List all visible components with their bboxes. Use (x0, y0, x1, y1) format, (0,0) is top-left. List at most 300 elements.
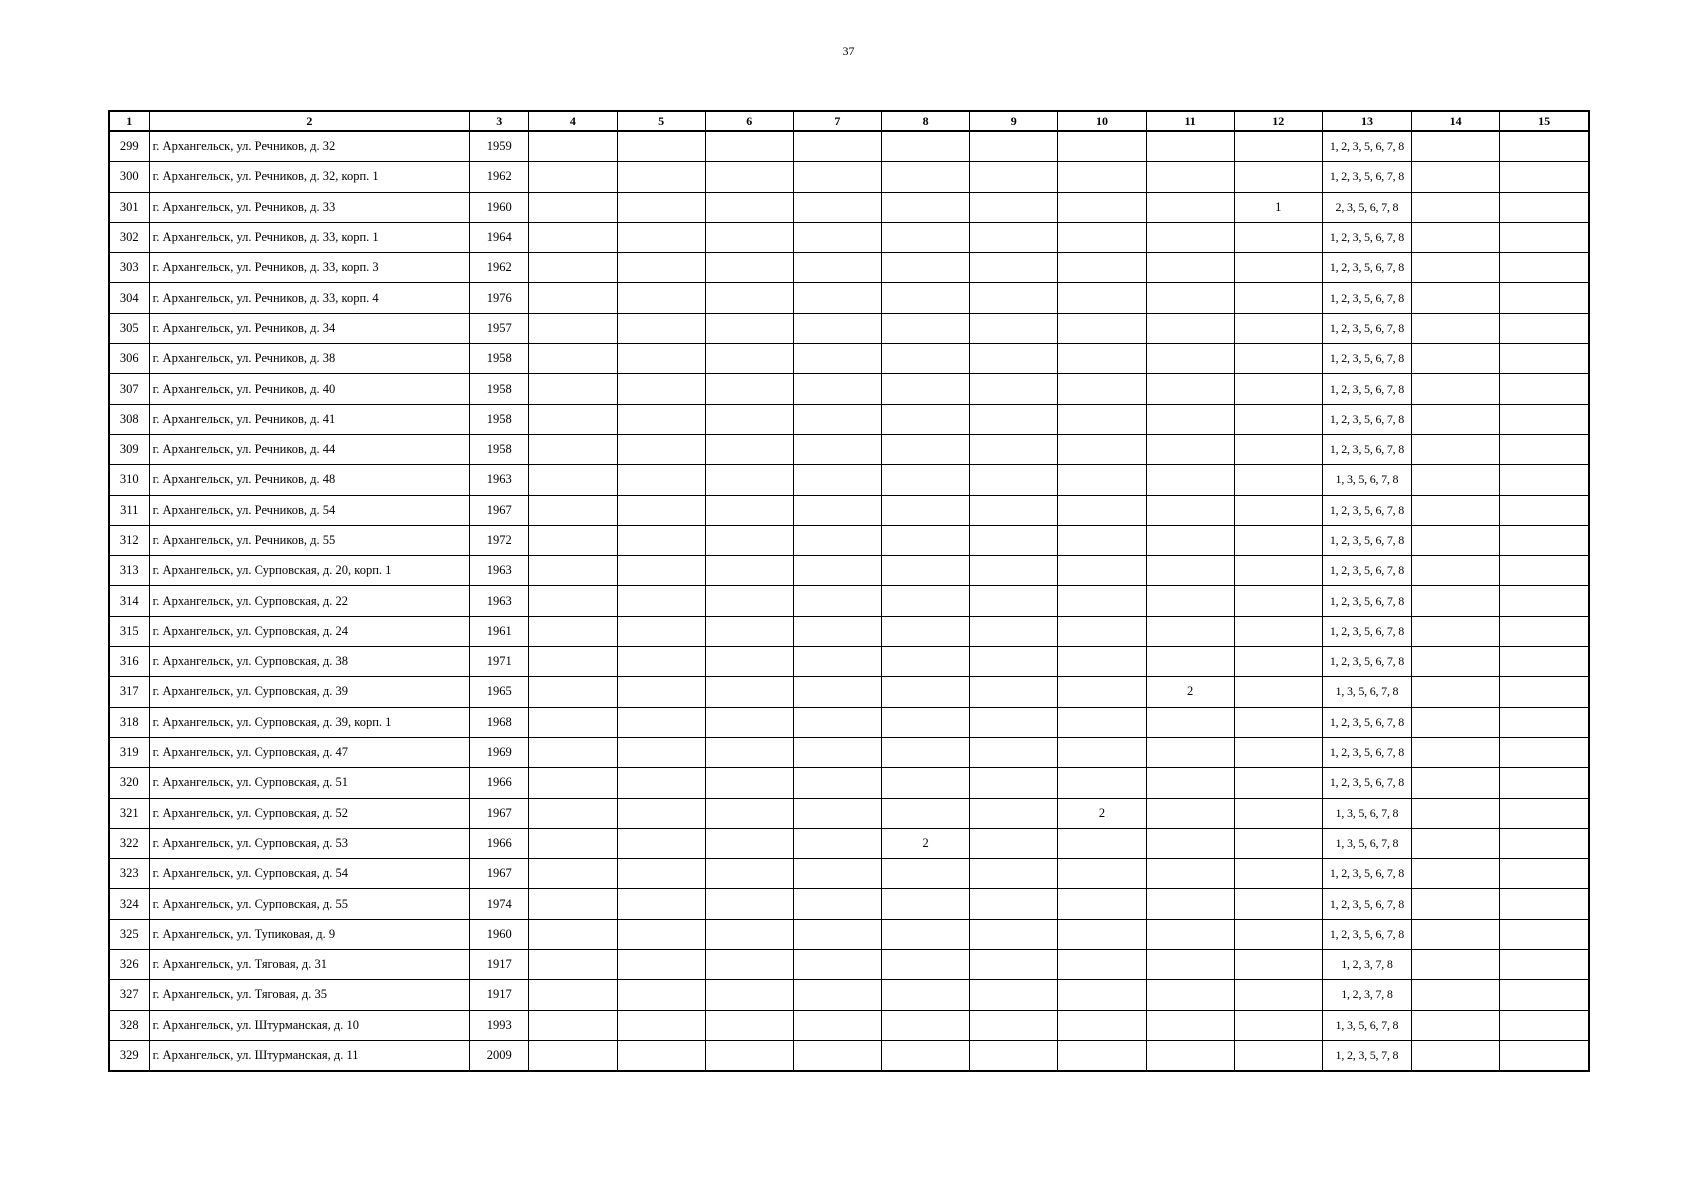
table-cell-col-8 (882, 707, 970, 737)
table-cell-col-13: 1, 2, 3, 5, 7, 8 (1322, 1040, 1411, 1071)
table-cell-col-4 (529, 828, 617, 858)
table-cell-col-3: 1959 (470, 131, 529, 162)
table-cell-col-6 (705, 889, 793, 919)
table-cell-col-6 (705, 253, 793, 283)
table-cell-col-15 (1500, 980, 1589, 1010)
table-cell-col-13: 1, 2, 3, 5, 6, 7, 8 (1322, 707, 1411, 737)
table-cell-col-1: 309 (109, 434, 149, 464)
table-cell-col-6 (705, 1040, 793, 1071)
table-cell-col-8 (882, 253, 970, 283)
table-cell-col-12 (1234, 556, 1322, 586)
table-cell-col-2: г. Архангельск, ул. Тяговая, д. 31 (149, 950, 470, 980)
column-header-11: 11 (1146, 111, 1234, 131)
table-cell-col-6 (705, 313, 793, 343)
table-cell-col-4 (529, 980, 617, 1010)
table-cell-col-3: 2009 (470, 1040, 529, 1071)
table-cell-col-9 (970, 647, 1058, 677)
table-cell-col-9 (970, 586, 1058, 616)
table-cell-col-1: 304 (109, 283, 149, 313)
table-cell-col-4 (529, 768, 617, 798)
table-cell-col-7 (793, 859, 881, 889)
table-cell-col-14 (1412, 495, 1500, 525)
table-cell-col-14 (1412, 889, 1500, 919)
table-cell-col-10 (1058, 919, 1146, 949)
table-cell-col-15 (1500, 131, 1589, 162)
table-row (109, 131, 1589, 162)
table-cell-col-15 (1500, 434, 1589, 464)
table-cell-col-9 (970, 859, 1058, 889)
table-cell-col-14 (1412, 313, 1500, 343)
table-cell-col-15 (1500, 828, 1589, 858)
table-cell-col-5 (617, 162, 705, 192)
table-cell-col-1: 327 (109, 980, 149, 1010)
table-cell-col-5 (617, 980, 705, 1010)
table-cell-col-9 (970, 434, 1058, 464)
table-row (109, 737, 1589, 767)
table-cell-col-3: 1917 (470, 950, 529, 980)
table-cell-col-1: 323 (109, 859, 149, 889)
table-cell-col-2: г. Архангельск, ул. Речников, д. 44 (149, 434, 470, 464)
table-cell-col-8 (882, 677, 970, 707)
table-cell-col-3: 1963 (470, 556, 529, 586)
table-row (109, 950, 1589, 980)
table-cell-col-7 (793, 677, 881, 707)
table-cell-col-7 (793, 344, 881, 374)
table-cell-col-15 (1500, 737, 1589, 767)
table-cell-col-9 (970, 192, 1058, 222)
table-cell-col-5 (617, 737, 705, 767)
table-row (109, 222, 1589, 252)
table-cell-col-12 (1234, 162, 1322, 192)
table-cell-col-15 (1500, 222, 1589, 252)
table-cell-col-5 (617, 1040, 705, 1071)
table-cell-col-11 (1146, 798, 1234, 828)
table-cell-col-6 (705, 222, 793, 252)
table-cell-col-12 (1234, 737, 1322, 767)
table-cell-col-1: 325 (109, 919, 149, 949)
table-cell-col-11 (1146, 919, 1234, 949)
table-cell-col-14 (1412, 950, 1500, 980)
column-header-15: 15 (1500, 111, 1589, 131)
table-cell-col-15 (1500, 525, 1589, 555)
column-header-5: 5 (617, 111, 705, 131)
table-cell-col-2: г. Архангельск, ул. Тяговая, д. 35 (149, 980, 470, 1010)
table-cell-col-13: 1, 3, 5, 6, 7, 8 (1322, 828, 1411, 858)
table-cell-col-12 (1234, 859, 1322, 889)
table-cell-col-9 (970, 253, 1058, 283)
table-cell-col-3: 1972 (470, 525, 529, 555)
table-cell-col-5 (617, 586, 705, 616)
column-header-4: 4 (529, 111, 617, 131)
table-cell-col-13: 1, 2, 3, 7, 8 (1322, 950, 1411, 980)
table-cell-col-7 (793, 374, 881, 404)
table-cell-col-11 (1146, 253, 1234, 283)
column-header-1: 1 (109, 111, 149, 131)
table-cell-col-3: 1958 (470, 374, 529, 404)
table-cell-col-3: 1962 (470, 253, 529, 283)
table-cell-col-5 (617, 495, 705, 525)
table-cell-col-5 (617, 859, 705, 889)
column-header-9: 9 (970, 111, 1058, 131)
table-cell-col-11 (1146, 1040, 1234, 1071)
table-cell-col-14 (1412, 1010, 1500, 1040)
table-cell-col-11 (1146, 404, 1234, 434)
table-cell-col-7 (793, 283, 881, 313)
table-cell-col-7 (793, 1010, 881, 1040)
table-cell-col-1: 317 (109, 677, 149, 707)
table-cell-col-12 (1234, 313, 1322, 343)
table-cell-col-10 (1058, 283, 1146, 313)
table-cell-col-8 (882, 768, 970, 798)
table-cell-col-6 (705, 1010, 793, 1040)
table-cell-col-11 (1146, 859, 1234, 889)
table-cell-col-7 (793, 192, 881, 222)
table-cell-col-14 (1412, 404, 1500, 434)
table-cell-col-5 (617, 1010, 705, 1040)
table-cell-col-9 (970, 677, 1058, 707)
table-cell-col-14 (1412, 222, 1500, 252)
table-cell-col-2: г. Архангельск, ул. Сурповская, д. 24 (149, 616, 470, 646)
housing-table (108, 110, 1590, 1072)
table-cell-col-1: 305 (109, 313, 149, 343)
table-cell-col-4 (529, 737, 617, 767)
table-row (109, 616, 1589, 646)
table-cell-col-15 (1500, 344, 1589, 374)
table-cell-col-4 (529, 253, 617, 283)
table-cell-col-7 (793, 647, 881, 677)
table-cell-col-14 (1412, 647, 1500, 677)
table-cell-col-13: 1, 2, 3, 5, 6, 7, 8 (1322, 344, 1411, 374)
table-cell-col-15 (1500, 465, 1589, 495)
table-cell-col-4 (529, 495, 617, 525)
table-cell-col-1: 316 (109, 647, 149, 677)
table-cell-col-2: г. Архангельск, ул. Речников, д. 32, корп. 1 (149, 162, 470, 192)
table-cell-col-1: 307 (109, 374, 149, 404)
table-cell-col-2: г. Архангельск, ул. Сурповская, д. 39, корп. 1 (149, 707, 470, 737)
table-cell-col-13: 1, 2, 3, 5, 6, 7, 8 (1322, 434, 1411, 464)
table-cell-col-9 (970, 465, 1058, 495)
table-cell-col-14 (1412, 556, 1500, 586)
table-cell-col-1: 310 (109, 465, 149, 495)
table-cell-col-9 (970, 828, 1058, 858)
table-cell-col-6 (705, 465, 793, 495)
table-cell-col-15 (1500, 556, 1589, 586)
table-cell-col-10 (1058, 768, 1146, 798)
table-cell-col-15 (1500, 889, 1589, 919)
table-cell-col-11 (1146, 283, 1234, 313)
table-cell-col-8 (882, 465, 970, 495)
table-cell-col-15 (1500, 950, 1589, 980)
table-cell-col-2: г. Архангельск, ул. Сурповская, д. 55 (149, 889, 470, 919)
table-cell-col-7 (793, 980, 881, 1010)
table-cell-col-9 (970, 768, 1058, 798)
table-cell-col-9 (970, 1010, 1058, 1040)
table-cell-col-13: 1, 2, 3, 5, 6, 7, 8 (1322, 768, 1411, 798)
column-header-14: 14 (1412, 111, 1500, 131)
table-cell-col-4 (529, 313, 617, 343)
table-cell-col-8 (882, 919, 970, 949)
table-cell-col-8 (882, 434, 970, 464)
table-row (109, 889, 1589, 919)
table-cell-col-6 (705, 556, 793, 586)
table-cell-col-10 (1058, 1040, 1146, 1071)
table-cell-col-2: г. Архангельск, ул. Тупиковая, д. 9 (149, 919, 470, 949)
table-cell-col-3: 1974 (470, 889, 529, 919)
table-cell-col-13: 1, 2, 3, 5, 6, 7, 8 (1322, 162, 1411, 192)
table-cell-col-8 (882, 192, 970, 222)
table-cell-col-11 (1146, 374, 1234, 404)
table-cell-col-4 (529, 283, 617, 313)
table-cell-col-9 (970, 798, 1058, 828)
table-cell-col-9 (970, 980, 1058, 1010)
table-cell-col-8 (882, 374, 970, 404)
table-cell-col-10 (1058, 495, 1146, 525)
table-cell-col-2: г. Архангельск, ул. Речников, д. 32 (149, 131, 470, 162)
table-cell-col-15 (1500, 647, 1589, 677)
table-cell-col-3: 1961 (470, 616, 529, 646)
table-cell-col-5 (617, 283, 705, 313)
table-cell-col-12 (1234, 404, 1322, 434)
table-cell-col-15 (1500, 1040, 1589, 1071)
table-cell-col-6 (705, 404, 793, 434)
table-cell-col-11 (1146, 162, 1234, 192)
table-cell-col-2: г. Архангельск, ул. Сурповская, д. 52 (149, 798, 470, 828)
table-cell-col-3: 1971 (470, 647, 529, 677)
table-cell-col-7 (793, 919, 881, 949)
table-cell-col-5 (617, 344, 705, 374)
table-cell-col-10 (1058, 859, 1146, 889)
table-cell-col-5 (617, 465, 705, 495)
table-cell-col-8 (882, 525, 970, 555)
table-cell-col-1: 320 (109, 768, 149, 798)
table-cell-col-6 (705, 162, 793, 192)
table-cell-col-4 (529, 1010, 617, 1040)
table-cell-col-2: г. Архангельск, ул. Сурповская, д. 39 (149, 677, 470, 707)
table-cell-col-9 (970, 131, 1058, 162)
column-header-3: 3 (470, 111, 529, 131)
table-cell-col-10 (1058, 889, 1146, 919)
table-cell-col-1: 311 (109, 495, 149, 525)
table-cell-col-5 (617, 192, 705, 222)
table-cell-col-7 (793, 950, 881, 980)
table-cell-col-1: 319 (109, 737, 149, 767)
table-cell-col-5 (617, 374, 705, 404)
table-cell-col-3: 1958 (470, 404, 529, 434)
table-cell-col-12 (1234, 647, 1322, 677)
table-cell-col-6 (705, 616, 793, 646)
table-cell-col-9 (970, 950, 1058, 980)
table-cell-col-6 (705, 798, 793, 828)
table-cell-col-7 (793, 465, 881, 495)
table-cell-col-3: 1993 (470, 1010, 529, 1040)
table-row (109, 798, 1589, 828)
table-cell-col-12 (1234, 465, 1322, 495)
table-cell-col-7 (793, 495, 881, 525)
column-header-12: 12 (1234, 111, 1322, 131)
table-cell-col-3: 1958 (470, 434, 529, 464)
table-cell-col-5 (617, 798, 705, 828)
table-cell-col-10 (1058, 344, 1146, 374)
table-cell-col-8 (882, 798, 970, 828)
table-cell-col-10 (1058, 253, 1146, 283)
table-cell-col-12 (1234, 919, 1322, 949)
table-cell-col-10 (1058, 525, 1146, 555)
table-cell-col-5 (617, 525, 705, 555)
table-cell-col-9 (970, 222, 1058, 252)
table-cell-col-14 (1412, 737, 1500, 767)
table-cell-col-14 (1412, 707, 1500, 737)
table-cell-col-10 (1058, 737, 1146, 767)
page-number: 37 (842, 44, 855, 58)
table-cell-col-7 (793, 131, 881, 162)
table-cell-col-6 (705, 859, 793, 889)
table-cell-col-10 (1058, 980, 1146, 1010)
table-cell-col-5 (617, 313, 705, 343)
table-cell-col-13: 1, 2, 3, 5, 6, 7, 8 (1322, 525, 1411, 555)
table-cell-col-10 (1058, 313, 1146, 343)
table-cell-col-3: 1976 (470, 283, 529, 313)
table-cell-col-8 (882, 162, 970, 192)
table-cell-col-6 (705, 828, 793, 858)
table-row (109, 495, 1589, 525)
table-cell-col-15 (1500, 162, 1589, 192)
table-row (109, 768, 1589, 798)
table-cell-col-1: 312 (109, 525, 149, 555)
table-body (109, 131, 1589, 1071)
table-row (109, 374, 1589, 404)
table-cell-col-14 (1412, 344, 1500, 374)
table-cell-col-7 (793, 828, 881, 858)
table-cell-col-5 (617, 919, 705, 949)
table-cell-col-13: 1, 2, 3, 5, 6, 7, 8 (1322, 283, 1411, 313)
table-cell-col-5 (617, 222, 705, 252)
table-cell-col-13: 1, 2, 3, 5, 6, 7, 8 (1322, 647, 1411, 677)
table-cell-col-10 (1058, 1010, 1146, 1040)
table-cell-col-11 (1146, 889, 1234, 919)
table-cell-col-2: г. Архангельск, ул. Сурповская, д. 22 (149, 586, 470, 616)
table-cell-col-9 (970, 556, 1058, 586)
table-cell-col-6 (705, 525, 793, 555)
table-cell-col-14 (1412, 980, 1500, 1010)
table-cell-col-10 (1058, 647, 1146, 677)
column-header-8: 8 (882, 111, 970, 131)
table-cell-col-3: 1966 (470, 828, 529, 858)
table-cell-col-3: 1964 (470, 222, 529, 252)
table-cell-col-2: г. Архангельск, ул. Речников, д. 33, корп. 1 (149, 222, 470, 252)
table-cell-col-14 (1412, 374, 1500, 404)
table-cell-col-11 (1146, 556, 1234, 586)
table-cell-col-10 (1058, 162, 1146, 192)
table-row (109, 1040, 1589, 1071)
table-cell-col-14 (1412, 283, 1500, 313)
table-cell-col-4 (529, 525, 617, 555)
table-cell-col-13: 1, 3, 5, 6, 7, 8 (1322, 465, 1411, 495)
table-row (109, 859, 1589, 889)
column-header-13: 13 (1322, 111, 1411, 131)
table-cell-col-12: 1 (1234, 192, 1322, 222)
table-cell-col-7 (793, 222, 881, 252)
table-cell-col-12 (1234, 344, 1322, 374)
table-cell-col-4 (529, 374, 617, 404)
table-cell-col-11 (1146, 586, 1234, 616)
table-cell-col-12 (1234, 980, 1322, 1010)
table-cell-col-9 (970, 374, 1058, 404)
table-cell-col-1: 302 (109, 222, 149, 252)
table-cell-col-12 (1234, 950, 1322, 980)
table-row (109, 283, 1589, 313)
table-cell-col-1: 314 (109, 586, 149, 616)
table-cell-col-6 (705, 192, 793, 222)
table-cell-col-8 (882, 1010, 970, 1040)
table-cell-col-4 (529, 919, 617, 949)
table-cell-col-12 (1234, 828, 1322, 858)
table-cell-col-7 (793, 404, 881, 434)
table-cell-col-2: г. Архангельск, ул. Речников, д. 33, корп. 4 (149, 283, 470, 313)
table-cell-col-1: 308 (109, 404, 149, 434)
table-cell-col-1: 321 (109, 798, 149, 828)
table-cell-col-7 (793, 162, 881, 192)
table-cell-col-4 (529, 222, 617, 252)
table-cell-col-2: г. Архангельск, ул. Речников, д. 54 (149, 495, 470, 525)
table-cell-col-4 (529, 192, 617, 222)
table-cell-col-13: 1, 2, 3, 5, 6, 7, 8 (1322, 313, 1411, 343)
table-cell-col-2: г. Архангельск, ул. Сурповская, д. 20, корп. 1 (149, 556, 470, 586)
table-cell-col-5 (617, 828, 705, 858)
table-cell-col-8 (882, 859, 970, 889)
table-cell-col-4 (529, 162, 617, 192)
table-cell-col-8 (882, 1040, 970, 1071)
table-cell-col-2: г. Архангельск, ул. Речников, д. 48 (149, 465, 470, 495)
table-cell-col-3: 1967 (470, 495, 529, 525)
table-cell-col-3: 1969 (470, 737, 529, 767)
table-cell-col-12 (1234, 525, 1322, 555)
table-cell-col-8 (882, 313, 970, 343)
table-cell-col-10 (1058, 374, 1146, 404)
table-cell-col-6 (705, 707, 793, 737)
table-row (109, 525, 1589, 555)
table-cell-col-2: г. Архангельск, ул. Сурповская, д. 38 (149, 647, 470, 677)
table-row (109, 828, 1589, 858)
table-cell-col-1: 303 (109, 253, 149, 283)
table-cell-col-15 (1500, 1010, 1589, 1040)
table-cell-col-11 (1146, 1010, 1234, 1040)
table-row (109, 980, 1589, 1010)
table-cell-col-14 (1412, 465, 1500, 495)
table-cell-col-6 (705, 950, 793, 980)
table-cell-col-15 (1500, 919, 1589, 949)
table-cell-col-12 (1234, 222, 1322, 252)
table-cell-col-3: 1967 (470, 798, 529, 828)
table-cell-col-3: 1958 (470, 344, 529, 374)
table-cell-col-14 (1412, 768, 1500, 798)
table-cell-col-6 (705, 495, 793, 525)
table-cell-col-1: 329 (109, 1040, 149, 1071)
table-cell-col-8 (882, 344, 970, 374)
table-cell-col-12 (1234, 495, 1322, 525)
table-cell-col-14 (1412, 798, 1500, 828)
table-row (109, 556, 1589, 586)
table-cell-col-7 (793, 707, 881, 737)
table-cell-col-6 (705, 374, 793, 404)
table-cell-col-2: г. Архангельск, ул. Речников, д. 38 (149, 344, 470, 374)
table-cell-col-11 (1146, 495, 1234, 525)
table-cell-col-7 (793, 434, 881, 464)
table-cell-col-7 (793, 1040, 881, 1071)
table-cell-col-2: г. Архангельск, ул. Речников, д. 55 (149, 525, 470, 555)
table-cell-col-5 (617, 616, 705, 646)
table-cell-col-12 (1234, 677, 1322, 707)
column-header-6: 6 (705, 111, 793, 131)
